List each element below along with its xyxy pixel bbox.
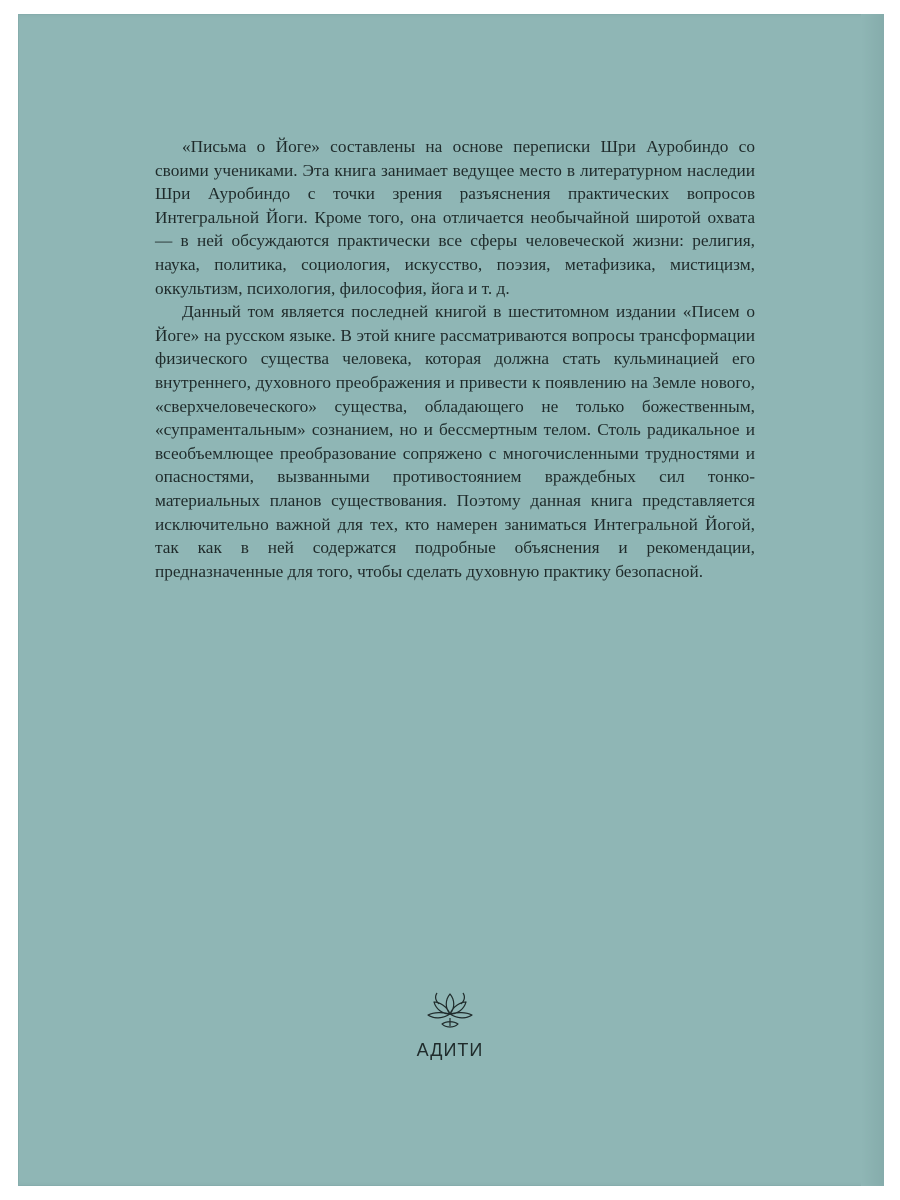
blurb-paragraph-2: Данный том является последней книгой в шеститомном издании «Писем о Йоге» на русском языке. В этой книге рассматриваются вопросы трансформации физического существа человека, которая должна стать кульминацией его внутреннего, духовного преображения и привести к появлению на Земле нового, «сверхчеловеческого» существа, обладающего не только божественным, «супраментальным» сознанием, но и бессмертным телом. Столь радикальное и всеобъемлющее преобразование сопряжено с многочисленными трудностями и опасностями, вызванными противостоянием враждебных сил тонкоматериальных планов существования. Поэтому данная книга представляется исключительно важной для тех, кто намерен заниматься Интегральной Йогой, так как в ней содержатся подробные объяснения и рекомендации, предназначенные для того, чтобы сделать духовную практику безопасной. xyxy=(155,302,755,581)
cover-blurb xyxy=(155,135,755,583)
lotus-icon xyxy=(400,988,500,1034)
publisher-name: АДИТИ xyxy=(416,1040,484,1060)
blurb-paragraph-1: «Письма о Йоге» составлены на основе переписки Шри Ауробиндо со своими учениками. Эта книга занимает ведущее место в литературном наследии Шри Ауробиндо с точки зрения разъяснения практических вопросов Интегральной Йоги. Кроме того, она отличается необычайной широтой охвата — в ней обсуждаются практически все сферы человеческой жизни: религия, наука, политика, социология, искусство, поэзия, метафизика, мистицизм, оккультизм, психология, философия, йога и т. д. xyxy=(155,137,755,298)
cover-edge-shading xyxy=(861,14,884,1186)
publisher-logo xyxy=(400,988,500,1061)
